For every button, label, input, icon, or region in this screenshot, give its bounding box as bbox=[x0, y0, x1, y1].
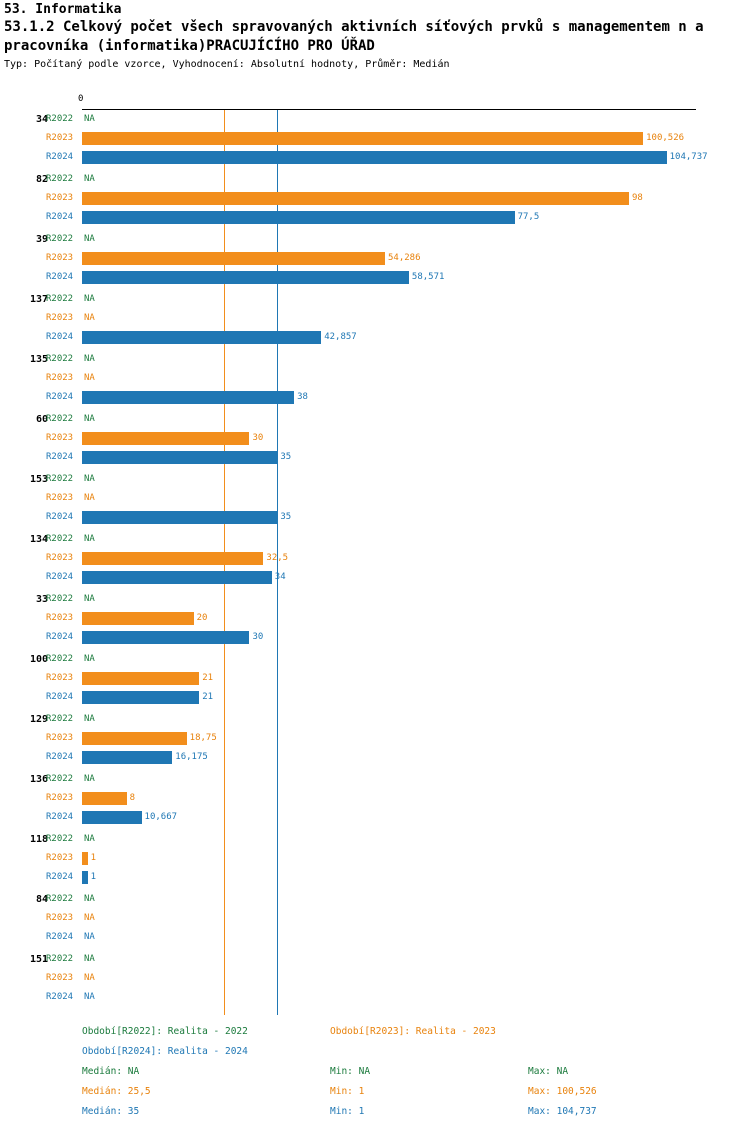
chart-row bbox=[0, 129, 750, 148]
bar-value: 98 bbox=[632, 193, 643, 203]
series-label: R2023 bbox=[46, 793, 74, 803]
max-2023: Max: 100,526 bbox=[528, 1086, 597, 1097]
median-2024: Medián: 35 bbox=[82, 1106, 140, 1117]
series-label: R2022 bbox=[46, 294, 74, 304]
bar bbox=[82, 151, 667, 164]
bar-value: 8 bbox=[129, 793, 136, 803]
chart-row bbox=[0, 369, 750, 388]
bar bbox=[82, 211, 515, 224]
series-label: R2024 bbox=[46, 692, 74, 702]
chart-row bbox=[0, 530, 750, 549]
min-2024: Min: 1 bbox=[330, 1106, 365, 1117]
bar bbox=[82, 792, 127, 805]
chart-row bbox=[0, 868, 750, 887]
chart-group bbox=[0, 710, 750, 769]
chart-row bbox=[0, 609, 750, 628]
group-label: 136 bbox=[29, 774, 48, 785]
bar-value: 21 bbox=[202, 692, 214, 702]
series-label: R2024 bbox=[46, 992, 74, 1002]
chart-group bbox=[0, 470, 750, 529]
bar bbox=[82, 732, 187, 745]
chart-plot-area bbox=[0, 95, 750, 1015]
bar-value-na: NA bbox=[84, 774, 95, 784]
chart-row bbox=[0, 290, 750, 309]
series-label: R2024 bbox=[46, 512, 74, 522]
chart-row bbox=[0, 988, 750, 1007]
chart-row bbox=[0, 350, 750, 369]
bar-value-na: NA bbox=[84, 373, 95, 383]
chart-group bbox=[0, 890, 750, 949]
bar-value-na: NA bbox=[84, 493, 95, 503]
group-label: 151 bbox=[29, 954, 48, 965]
chart-group bbox=[0, 110, 750, 169]
series-label: R2024 bbox=[46, 392, 74, 402]
legend-item-2024: Období[R2024]: Realita - 2024 bbox=[82, 1046, 248, 1057]
bar-value-na: NA bbox=[84, 834, 95, 844]
bar-value: 42,857 bbox=[324, 332, 357, 342]
bar-value: 38 bbox=[297, 392, 308, 402]
chart-row bbox=[0, 710, 750, 729]
chart-row bbox=[0, 448, 750, 467]
bar bbox=[82, 811, 142, 824]
bar-value: 54,286 bbox=[388, 253, 421, 263]
series-label: R2023 bbox=[46, 133, 74, 143]
chart-row bbox=[0, 429, 750, 448]
bar-value: 32,5 bbox=[266, 553, 289, 563]
series-label: R2022 bbox=[46, 894, 74, 904]
bar bbox=[82, 672, 199, 685]
chart-row bbox=[0, 808, 750, 827]
bar bbox=[82, 552, 263, 565]
series-label: R2024 bbox=[46, 932, 74, 942]
max-2022: Max: NA bbox=[528, 1066, 569, 1077]
group-label: 129 bbox=[29, 714, 48, 725]
series-label: R2022 bbox=[46, 414, 74, 424]
series-label: R2024 bbox=[46, 752, 74, 762]
bar-value: 21 bbox=[202, 673, 214, 683]
group-label: 82 bbox=[35, 174, 48, 185]
chart-row bbox=[0, 969, 750, 988]
chart-group bbox=[0, 350, 750, 409]
chart-row bbox=[0, 688, 750, 707]
bar bbox=[82, 631, 249, 644]
bar-value: 104,737 bbox=[669, 152, 708, 162]
bar bbox=[82, 852, 88, 865]
chart-row bbox=[0, 950, 750, 969]
bar-value-na: NA bbox=[84, 594, 95, 604]
series-label: R2023 bbox=[46, 973, 74, 983]
bar-value: 58,571 bbox=[411, 272, 445, 282]
chart-group bbox=[0, 170, 750, 229]
series-label: R2024 bbox=[46, 272, 74, 282]
legend-item-2022: Období[R2022]: Realita - 2022 bbox=[82, 1026, 248, 1037]
series-label: R2022 bbox=[46, 774, 74, 784]
bar-value-na: NA bbox=[84, 894, 95, 904]
chart-row bbox=[0, 388, 750, 407]
series-label: R2022 bbox=[46, 114, 74, 124]
bar-value-na: NA bbox=[84, 913, 95, 923]
chart-row bbox=[0, 549, 750, 568]
series-label: R2024 bbox=[46, 452, 74, 462]
group-label: 39 bbox=[35, 234, 48, 245]
chart-legend bbox=[0, 1026, 750, 1126]
chart-row bbox=[0, 770, 750, 789]
chart-row bbox=[0, 230, 750, 249]
series-label: R2024 bbox=[46, 812, 74, 822]
bar bbox=[82, 691, 199, 704]
chart-row bbox=[0, 628, 750, 647]
chart-row bbox=[0, 669, 750, 688]
bar-value-na: NA bbox=[84, 414, 95, 424]
bar bbox=[82, 252, 385, 265]
chart-row bbox=[0, 849, 750, 868]
group-label: 134 bbox=[29, 534, 48, 545]
chart-group bbox=[0, 290, 750, 349]
series-label: R2024 bbox=[46, 572, 74, 582]
bar-value-na: NA bbox=[84, 973, 95, 983]
bar-value: 1 bbox=[90, 853, 96, 863]
series-label: R2024 bbox=[46, 152, 74, 162]
chart-row bbox=[0, 568, 750, 587]
group-label: 135 bbox=[29, 354, 48, 365]
series-label: R2023 bbox=[46, 913, 74, 923]
bar bbox=[82, 511, 277, 524]
bar bbox=[82, 391, 294, 404]
bar-value: 18,75 bbox=[189, 733, 217, 743]
bar-value: 1 bbox=[90, 872, 96, 882]
min-2022: Min: NA bbox=[330, 1066, 371, 1077]
series-label: R2023 bbox=[46, 853, 74, 863]
chart-row bbox=[0, 650, 750, 669]
group-label: 137 bbox=[29, 294, 48, 305]
bar-value: 20 bbox=[196, 613, 208, 623]
series-label: R2022 bbox=[46, 534, 74, 544]
chart-row bbox=[0, 590, 750, 609]
chart-row bbox=[0, 148, 750, 167]
bar-value-na: NA bbox=[84, 534, 95, 544]
group-label: 33 bbox=[35, 594, 48, 605]
series-label: R2024 bbox=[46, 872, 74, 882]
chart-row bbox=[0, 268, 750, 287]
bar-value: 30 bbox=[252, 433, 264, 443]
series-label: R2023 bbox=[46, 613, 74, 623]
section-title: 53. Informatika bbox=[4, 2, 122, 17]
chart-header bbox=[4, 2, 746, 72]
bar bbox=[82, 271, 409, 284]
series-label: R2023 bbox=[46, 193, 74, 203]
chart-subtitle: Typ: Počítaný podle vzorce, Vyhodnocení: Absolutní hodnoty, Průměr: Medián bbox=[4, 59, 450, 70]
chart-row bbox=[0, 830, 750, 849]
bar bbox=[82, 132, 643, 145]
chart-group bbox=[0, 950, 750, 1009]
bar-value: 30 bbox=[252, 632, 264, 642]
bar-value-na: NA bbox=[84, 234, 95, 244]
chart-row bbox=[0, 729, 750, 748]
axis-zero-label: 0 bbox=[78, 94, 84, 104]
bar-value: 100,526 bbox=[646, 133, 685, 143]
bar-value: 77,5 bbox=[517, 212, 540, 222]
series-label: R2023 bbox=[46, 433, 74, 443]
chart-row bbox=[0, 489, 750, 508]
chart-row bbox=[0, 928, 750, 947]
series-label: R2022 bbox=[46, 174, 74, 184]
bar-value: 16,175 bbox=[175, 752, 208, 762]
bar-value-na: NA bbox=[84, 174, 95, 184]
bar bbox=[82, 751, 172, 764]
series-label: R2023 bbox=[46, 253, 74, 263]
bar bbox=[82, 571, 272, 584]
chart-group bbox=[0, 410, 750, 469]
series-label: R2023 bbox=[46, 673, 74, 683]
series-label: R2023 bbox=[46, 733, 74, 743]
chart-group bbox=[0, 530, 750, 589]
group-label: 100 bbox=[29, 654, 48, 665]
series-label: R2022 bbox=[46, 354, 74, 364]
series-label: R2022 bbox=[46, 234, 74, 244]
series-label: R2022 bbox=[46, 474, 74, 484]
page-title: 53.1.2 Celkový počet všech spravovaných aktivních síťových prvků s managementem n a pracovníka (informatika)PRACUJÍCÍHO PRO ÚŘAD bbox=[4, 19, 704, 54]
bar-value-na: NA bbox=[84, 474, 95, 484]
chart-row bbox=[0, 470, 750, 489]
series-label: R2023 bbox=[46, 493, 74, 503]
bar-value: 35 bbox=[280, 452, 292, 462]
chart-row bbox=[0, 249, 750, 268]
bar-value: 10,667 bbox=[144, 812, 178, 822]
series-label: R2023 bbox=[46, 373, 74, 383]
bar bbox=[82, 192, 629, 205]
chart-row bbox=[0, 170, 750, 189]
bar-value-na: NA bbox=[84, 354, 95, 364]
bar bbox=[82, 451, 277, 464]
chart-row bbox=[0, 110, 750, 129]
chart-row bbox=[0, 208, 750, 227]
chart-group bbox=[0, 830, 750, 889]
bar-value-na: NA bbox=[84, 294, 95, 304]
bar-value-na: NA bbox=[84, 954, 95, 964]
series-label: R2024 bbox=[46, 212, 74, 222]
series-label: R2022 bbox=[46, 834, 74, 844]
chart-row bbox=[0, 890, 750, 909]
bar-value-na: NA bbox=[84, 932, 95, 942]
chart-row bbox=[0, 309, 750, 328]
bar-value-na: NA bbox=[84, 714, 95, 724]
chart-row bbox=[0, 909, 750, 928]
median-2023: Medián: 25,5 bbox=[82, 1086, 151, 1097]
series-label: R2022 bbox=[46, 594, 74, 604]
chart-group bbox=[0, 770, 750, 829]
bar-value: 34 bbox=[274, 572, 286, 582]
series-label: R2023 bbox=[46, 553, 74, 563]
bar-value-na: NA bbox=[84, 114, 95, 124]
series-label: R2022 bbox=[46, 654, 74, 664]
bar-value: 35 bbox=[280, 512, 292, 522]
chart-group bbox=[0, 650, 750, 709]
chart-group bbox=[0, 590, 750, 649]
bar bbox=[82, 612, 194, 625]
bar-value-na: NA bbox=[84, 313, 95, 323]
bar-value-na: NA bbox=[84, 654, 95, 664]
series-label: R2022 bbox=[46, 954, 74, 964]
bar bbox=[82, 871, 88, 884]
group-label: 60 bbox=[35, 414, 48, 425]
series-label: R2022 bbox=[46, 714, 74, 724]
bar bbox=[82, 432, 249, 445]
max-2024: Max: 104,737 bbox=[528, 1106, 597, 1117]
legend-item-2023: Období[R2023]: Realita - 2023 bbox=[330, 1026, 496, 1037]
series-label: R2024 bbox=[46, 632, 74, 642]
series-label: R2024 bbox=[46, 332, 74, 342]
chart-row bbox=[0, 789, 750, 808]
chart-group bbox=[0, 230, 750, 289]
group-label: 118 bbox=[29, 834, 48, 845]
min-2023: Min: 1 bbox=[330, 1086, 365, 1097]
bar-value-na: NA bbox=[84, 992, 95, 1002]
chart-row bbox=[0, 189, 750, 208]
chart-row bbox=[0, 508, 750, 527]
chart-row bbox=[0, 748, 750, 767]
group-label: 153 bbox=[29, 474, 48, 485]
chart-row bbox=[0, 328, 750, 347]
series-label: R2023 bbox=[46, 313, 74, 323]
bar bbox=[82, 331, 321, 344]
median-2022: Medián: NA bbox=[82, 1066, 140, 1077]
group-label: 84 bbox=[35, 894, 48, 905]
chart-row bbox=[0, 410, 750, 429]
group-label: 34 bbox=[35, 114, 48, 125]
